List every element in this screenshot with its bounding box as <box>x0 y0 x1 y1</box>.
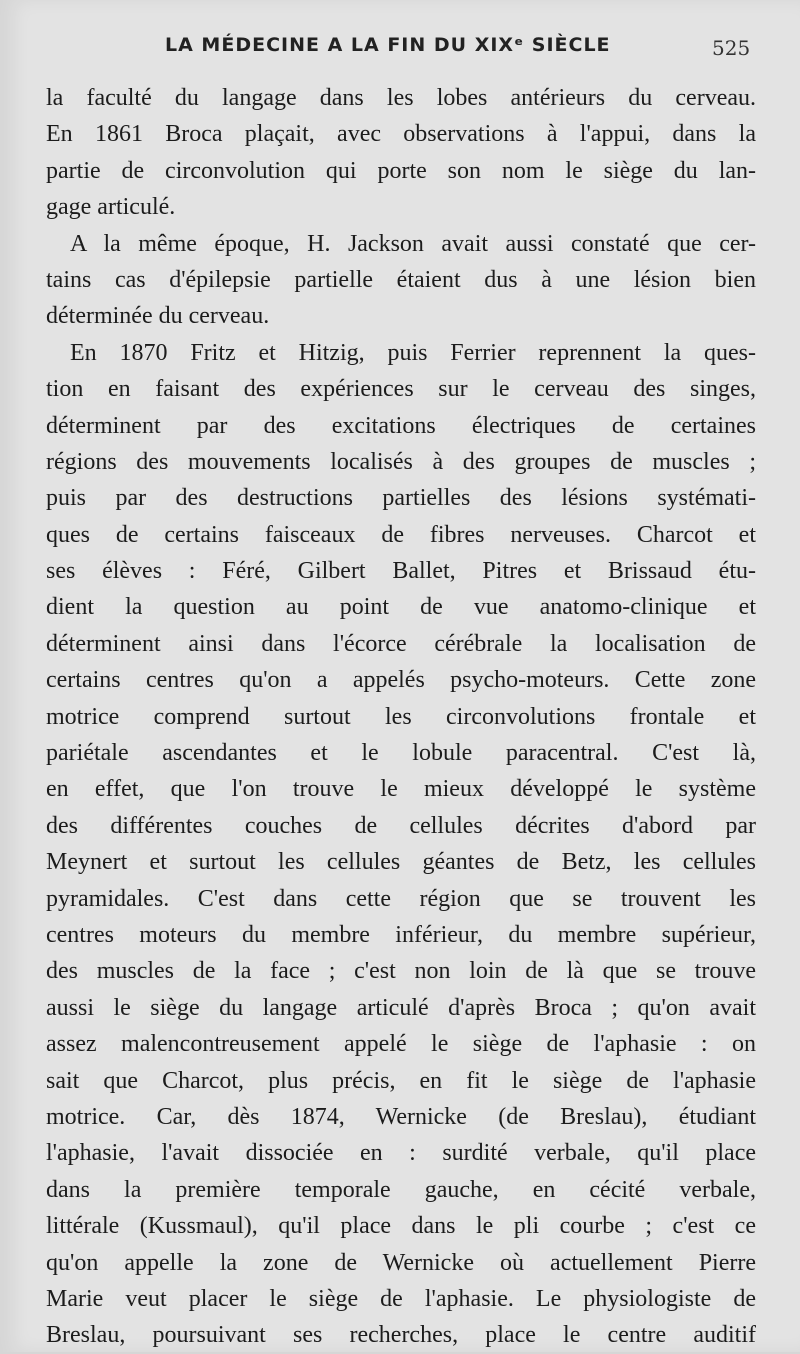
text-line: Meynert et surtout les cellules géantes de Betz, les cellules <box>46 849 756 876</box>
text-line: tion en faisant des expériences sur le cerveau des singes, <box>46 376 756 403</box>
text-line: certains centres qu'on a appelés psycho-moteurs. Cette zone <box>46 667 756 694</box>
text-line: déterminée du cerveau. <box>46 303 270 330</box>
text-line: dans la première temporale gauche, en cécité verbale, <box>46 1176 756 1203</box>
text-line: gage articulé. <box>46 194 176 221</box>
text-line: ques de certains faisceaux de fibres nerveuses. Charcot et <box>46 521 756 548</box>
text-line: aussi le siège du langage articulé d'après Broca ; qu'on avait <box>46 994 756 1021</box>
body-text <box>46 80 756 1354</box>
text-line: en effet, que l'on trouve le mieux développé le système <box>46 776 756 803</box>
page-header <box>0 28 800 68</box>
text-line: centres moteurs du membre inférieur, du membre supérieur, <box>46 921 756 948</box>
running-title: LA MÉDECINE A LA FIN DU XIXᵉ SIÈCLE <box>165 34 611 56</box>
text-line: partie de circonvolution qui porte son nom le siège du lan- <box>46 157 756 184</box>
text-line: sait que Charcot, plus précis, en fit le siège de l'aphasie <box>46 1067 756 1094</box>
text-line: des différentes couches de cellules décrites d'abord par <box>46 812 756 839</box>
text-line: déterminent par des excitations électriques de certaines <box>46 412 756 439</box>
text-line: littérale (Kussmaul), qu'il place dans le pli courbe ; c'est ce <box>46 1213 756 1240</box>
text-line: Breslau, poursuivant ses recherches, place le centre auditif <box>46 1322 756 1349</box>
text-line: motrice comprend surtout les circonvolutions frontale et <box>46 703 756 730</box>
text-line: motrice. Car, dès 1874, Wernicke (de Breslau), étudiant <box>46 1103 756 1130</box>
text-line: régions des mouvements localisés à des groupes de muscles ; <box>46 448 756 475</box>
text-line: En 1870 Fritz et Hitzig, puis Ferrier reprennent la ques- <box>70 339 756 366</box>
text-line: déterminent ainsi dans l'écorce cérébrale la localisation de <box>46 630 756 657</box>
text-line: A la même époque, H. Jackson avait aussi constaté que cer- <box>70 230 756 257</box>
text-line: assez malencontreusement appelé le siège de l'aphasie : on <box>46 1031 756 1058</box>
text-line: l'aphasie, l'avait dissociée en : surdité verbale, qu'il place <box>46 1140 756 1167</box>
text-line: pariétale ascendantes et le lobule paracentral. C'est là, <box>46 740 756 767</box>
text-line: ses élèves : Féré, Gilbert Ballet, Pitres et Brissaud étu- <box>46 558 756 585</box>
text-line: pyramidales. C'est dans cette région que se trouvent les <box>46 885 756 912</box>
text-line: qu'on appelle la zone de Wernicke où actuellement Pierre <box>46 1249 756 1276</box>
text-line: puis par des destructions partielles des lésions systémati- <box>46 485 756 512</box>
text-line: dient la question au point de vue anatomo-clinique et <box>46 594 756 621</box>
text-line: Marie veut placer le siège de l'aphasie. Le physiologiste de <box>46 1285 756 1312</box>
text-line: des muscles de la face ; c'est non loin de là que se trouve <box>46 958 756 985</box>
text-line: En 1861 Broca plaçait, avec observations à l'appui, dans la <box>46 121 756 148</box>
text-line: la faculté du langage dans les lobes antérieurs du cerveau. <box>46 85 756 111</box>
text-line: tains cas d'épilepsie partielle étaient dus à une lésion bien <box>46 266 756 293</box>
page-number: 525 <box>712 36 751 60</box>
